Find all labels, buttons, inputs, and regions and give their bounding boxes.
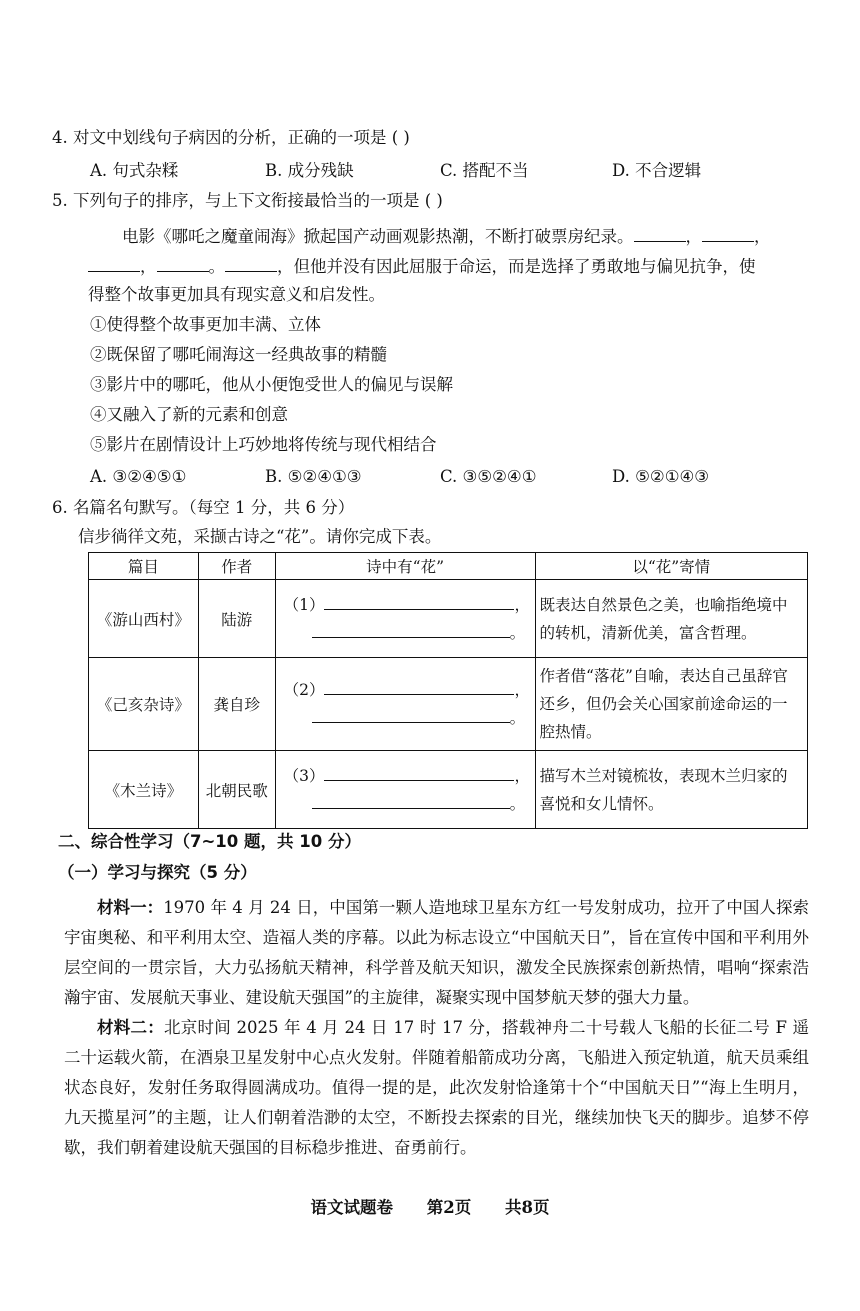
material-2-text: 北京时间 2025 年 4 月 24 日 17 时 17 分，搭载神舟二十号载人飞船的长征二号 F 遥二十运载火箭，在酒泉卫星发射中心点火发射。伴随着船箭成功分离，飞船进入预定轨道，航天员乘组状态良好，发射任务取得圆满成功。值得一提的是，此次发射恰逢第十个“中国航天日”“海上生明月，九天揽星河”的主题，让人们朝着浩渺的太空，不断投去探索的目光，继续加快飞天的脚步。追梦不停歇，我们朝着建设航天强国的目标稳步推进、奋勇前行。 [64, 1018, 809, 1157]
answer-cell [275, 751, 535, 829]
q5-passage-end: 得整个故事更加具有现实意义和启发性。 [88, 285, 385, 304]
answer-cell [275, 658, 535, 751]
q5-sentence-4: ④又融入了新的元素和创意 [90, 405, 288, 424]
answer-number: （3） [283, 766, 325, 785]
header-author: 作者 [198, 553, 275, 580]
material-1 [64, 893, 809, 1013]
q6-intro: 信步徜徉文苑，采撷古诗之“花”。请你完成下表。 [78, 527, 442, 546]
footer-total-pages: 共8页 [505, 1198, 550, 1217]
answer-blank-2b[interactable] [312, 706, 510, 723]
q5-blank-3[interactable] [88, 255, 140, 272]
q5-blank-5[interactable] [225, 255, 277, 272]
material-2-label: 材料二： [97, 1018, 165, 1037]
material-1-label: 材料一： [97, 898, 164, 917]
poem-table-header [89, 553, 808, 580]
q5-blank-4[interactable] [157, 255, 209, 272]
section-2-title: 二、综合性学习（7~10 题，共 10 分） [58, 832, 361, 851]
answer-cell [275, 580, 535, 658]
answer-blank-2a[interactable] [324, 678, 514, 695]
q4-stem: 4. 对文中划线句子病因的分析，正确的一项是 ( ) [52, 128, 410, 147]
answer-blank-1a[interactable] [324, 593, 514, 610]
table-row [89, 580, 808, 658]
answer-comma: ， [514, 681, 530, 699]
q5-option-a: A. ③②④⑤① [90, 467, 187, 486]
answer-blank-3b[interactable] [312, 792, 510, 809]
q5-passage-mid: ，但他并没有因此屈服于命运，而是选择了勇敢地与偏见抗争，使 [277, 257, 756, 276]
q5-sentence-1: ①使得整个故事更加丰满、立体 [90, 315, 321, 334]
answer-comma: ， [514, 766, 530, 785]
poem-table [88, 552, 808, 829]
q5-sentence-5: ⑤影片在剧情设计上巧妙地将传统与现代相结合 [90, 435, 437, 454]
q5-passage-start: 电影《哪吒之魔童闹海》掀起国产动画观影热潮，不断打破票房纪录。 [122, 227, 634, 246]
answer-number: （1） [283, 595, 325, 614]
header-feeling: 以“花”寄情 [535, 553, 807, 580]
q5-sentence-2: ②既保留了哪吒闹海这一经典故事的精髓 [90, 345, 387, 364]
q4-options [90, 160, 701, 182]
q5-blank-2[interactable] [702, 225, 754, 242]
answer-period: 。 [509, 709, 526, 727]
answer-comma: ， [514, 595, 530, 614]
q5-option-d: D. ⑤②①④③ [612, 467, 710, 486]
answer-period: 。 [509, 623, 526, 642]
answer-period: 。 [509, 794, 526, 813]
poem-feeling: 作者借“落花”自喻，表达自己虽辞官还乡，但仍会关心国家前途命运的一腔热情。 [535, 658, 807, 751]
material-2 [64, 1013, 809, 1163]
poem-author: 北朝民歌 [198, 751, 275, 829]
answer-blank-1b[interactable] [312, 621, 510, 638]
header-title: 篇目 [89, 553, 199, 580]
material-1-text: 1970 年 4 月 24 日，中国第一颗人造地球卫星东方红一号发射成功，拉开了中国人探索宇宙奥秘、和平利用太空、造福人类的序幕。以此为标志设立“中国航天日”，旨在宣传中国和平利用外层空间的一贯宗旨，大力弘扬航天精神，科学普及航天知识，激发全民族探索创新热情，唱响“探索浩瀚宇宙、发展航天事业、建设航天强国”的主旋律，凝聚实现中国梦航天梦的强大力量。 [64, 898, 810, 1007]
q4-option-b: B. 成分残缺 [265, 161, 354, 180]
q5-blank-1[interactable] [634, 225, 686, 242]
q5-passage-line2: ， 。 ，但他并没有因此屈服于命运，而是选择了勇敢地与偏见抗争，使 [88, 255, 756, 278]
q4-option-d: D. 不合逻辑 [612, 161, 702, 180]
q5-stem: 5. 下列句子的排序，与上下文衔接最恰当的一项是 ( ) [52, 191, 443, 210]
footer-page-number: 第2页 [426, 1198, 472, 1217]
table-row [89, 658, 808, 751]
answer-blank-3a[interactable] [324, 764, 514, 781]
q5-option-c: C. ③⑤②④① [440, 467, 537, 486]
header-flower-line: 诗中有“花” [275, 553, 535, 580]
q5-sentence-3: ③影片中的哪吒，他从小便饱受世人的偏见与误解 [90, 375, 453, 394]
section-2-subtitle: （一）学习与探究（5 分） [58, 863, 257, 882]
footer-exam-name: 语文试题卷 [310, 1198, 394, 1217]
poem-title: 《游山西村》 [89, 580, 199, 658]
answer-number: （2） [283, 681, 325, 699]
q5-passage-line1: 电影《哪吒之魔童闹海》掀起国产动画观影热潮，不断打破票房纪录。 ， ， [122, 227, 771, 246]
q4-option-a: A. 句式杂糅 [90, 161, 179, 180]
q6-stem: 6. 名篇名句默写。（每空 1 分，共 6 分） [52, 498, 355, 517]
q5-option-b: B. ⑤②④①③ [265, 467, 362, 486]
poem-feeling: 描写木兰对镜梳妆，表现木兰归家的喜悦和女儿情怀。 [535, 751, 807, 829]
q4-option-c: C. 搭配不当 [440, 161, 529, 180]
poem-title: 《木兰诗》 [89, 751, 199, 829]
table-row [89, 751, 808, 829]
poem-feeling: 既表达自然景色之美，也喻指绝境中的转机，清新优美，富含哲理。 [535, 580, 807, 658]
q5-options [90, 466, 709, 488]
page-footer [0, 1194, 860, 1218]
poem-author: 龚自珍 [198, 658, 275, 751]
poem-title: 《己亥杂诗》 [89, 658, 199, 751]
poem-author: 陆游 [198, 580, 275, 658]
